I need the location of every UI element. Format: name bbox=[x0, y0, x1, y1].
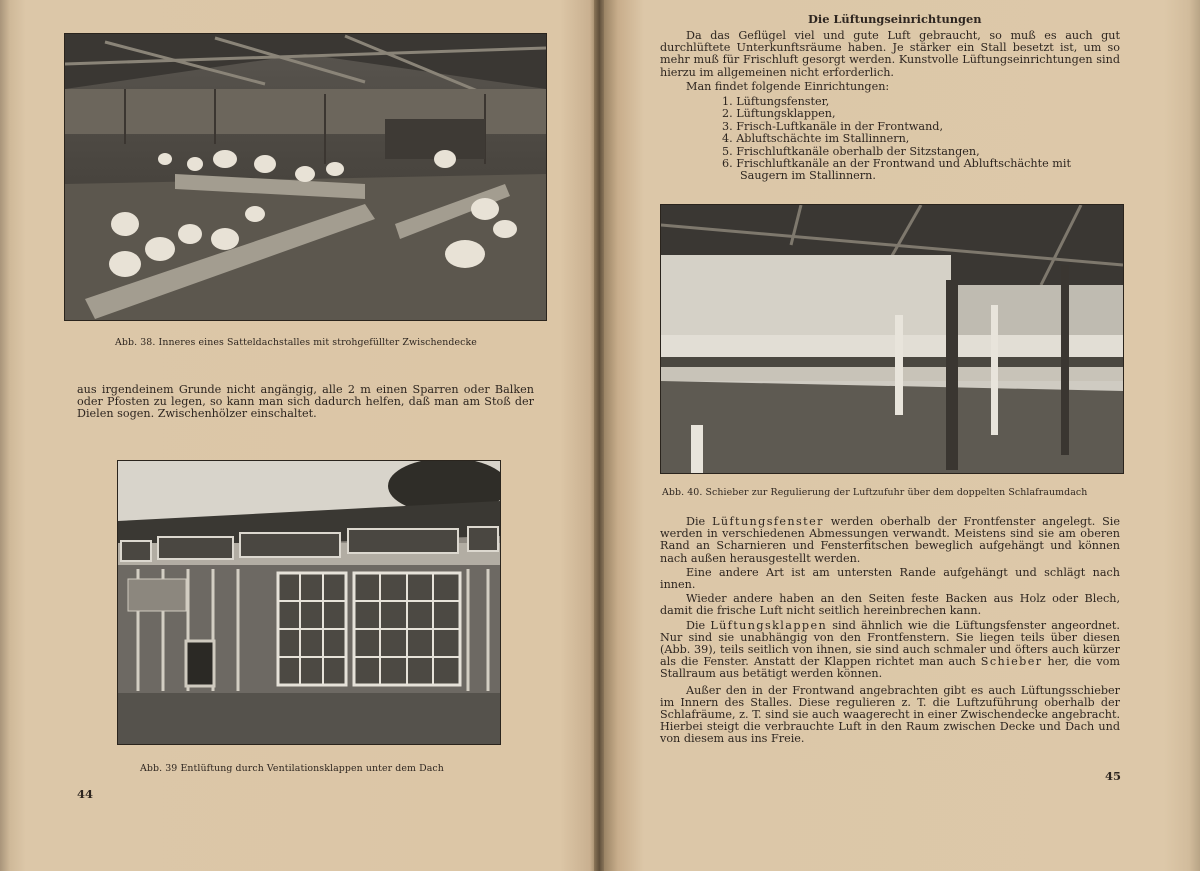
list-item: 4. Abluftschächte im Stallinnern, bbox=[722, 132, 910, 146]
stable-exterior-image bbox=[118, 461, 500, 744]
figure-40-photo bbox=[660, 204, 1124, 474]
list-item-continued: Saugern im Stallinnern. bbox=[740, 169, 876, 183]
right-page bbox=[604, 0, 1200, 871]
term-lueftungsklappen: Lüftungsklappen bbox=[710, 618, 828, 632]
page-number-left: 44 bbox=[77, 787, 94, 801]
section-heading: Die Lüftungseinrichtungen bbox=[808, 12, 982, 26]
list-item: 6. Frischluftkanäle an der Frontwand und Abluftschächte mit bbox=[722, 157, 1071, 171]
list-item: 2. Lüftungsklappen, bbox=[722, 107, 836, 121]
paragraph-lueftungsklappen: Die Lüftungsklappen sind ähnlich wie die Lüftungsfenster angeordnet. Nur sind sie unabhängig von den Frontfenstern. Sie liegen teils über diesen (Abb. 39), teils seitlich von ihnen, sie sind auch schmaler und öfters auch kürzer als die Fenster. Anstatt der Klappen richtet man auch Schieber her, die vom Stallraum aus betätigt werden können. bbox=[660, 618, 1121, 681]
list-item: 1. Lüftungsfenster, bbox=[722, 95, 830, 108]
page-number-right: 45 bbox=[1105, 769, 1122, 783]
left-page bbox=[0, 0, 596, 871]
list-intro: Man findet folgende Einrichtungen: bbox=[686, 80, 890, 93]
paragraph-side-cheeks: Wieder andere haben an den Seiten feste Backen aus Holz oder Blech, damit die frische Luft nicht seitlich hereinbrechen kann. bbox=[660, 592, 1120, 618]
figure-38-photo bbox=[64, 33, 547, 321]
list-item: 3. Frisch-Luftkanäle in der Frontwand, bbox=[722, 119, 944, 133]
term-schieber: Schieber bbox=[980, 655, 1043, 669]
barn-interior-image bbox=[65, 34, 546, 320]
intro-paragraph: Da das Geflügel viel und gute Luft gebraucht, so muß es auch gut durchlüftete Unterkunftsräume haben. Je stärker ein Stall besetzt ist, um so mehr muß für Frischluft gesorgt werden. Kunstvolle Lüftungseinrichtungen sind hierzu im allgemeinen nicht erforderlich. bbox=[660, 29, 1120, 79]
figure-39-caption: Abb. 39 Entlüftung durch Ventilationsklappen unter dem Dach bbox=[140, 763, 444, 774]
figure-39-photo bbox=[117, 460, 501, 745]
figure-38-caption: Abb. 38. Inneres eines Satteldachstalles mit strohgefüllter Zwischendecke bbox=[115, 337, 477, 348]
paragraph-other-kind: Eine andere Art ist am untersten Rande aufgehängt und schlägt nach innen. bbox=[660, 565, 1120, 592]
right-body-text bbox=[660, 516, 1120, 746]
list-item: 5. Frischluftkanäle oberhalb der Sitzstangen, bbox=[722, 144, 980, 158]
left-body-text: aus irgendeinem Grunde nicht angängig, alle 2 m einen Sparren oder Balken oder Pfosten zu legen, so kann man sich dadurch helfen, daß man am Stoß der Dielen sogen. Zwischenhölzer einschaltet. bbox=[77, 383, 534, 421]
ventilation-list bbox=[722, 96, 1071, 183]
paragraph-lueftungsfenster: Die Lüftungsfenster werden oberhalb der Frontfenster angelegt. Sie werden in verschiedenen Abmessungen verwandt. Meistens sind sie am oberen Rand an Scharnieren und Fensterfitschen beweglich aufgehängt und können nach außen herausgestellt werden. bbox=[660, 515, 1121, 565]
paragraph-lueftungsschieber: Außer den in der Frontwand angebrachten gibt es auch Lüftungsschieber im Innern des Stalles. Diese regulieren z. T. die Luftzuführung oberhalb der Schlafräume, z. T. sind sie auch waagerecht in einer Zwischendecke angebracht. Hierbei steigt die verbrauchte Luft in den Raum zwischen Decke und Dach und von diesem aus ins Freie. bbox=[660, 683, 1120, 746]
figure-40-caption: Abb. 40. Schieber zur Regulierung der Luftzufuhr über dem doppelten Schlafraumdach bbox=[662, 487, 1088, 498]
roost-slide-image bbox=[661, 205, 1123, 473]
term-lueftungsfenster: Lüftungsfenster bbox=[712, 515, 824, 528]
